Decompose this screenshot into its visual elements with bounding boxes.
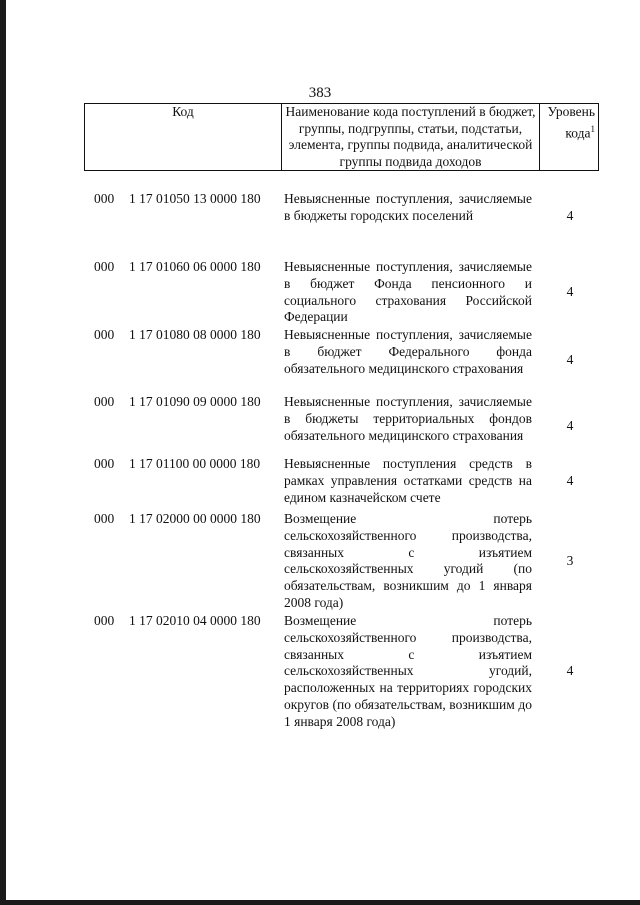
row-code: 1 17 01090 09 0000 180 [129, 394, 261, 409]
page-number: 383 [308, 85, 332, 101]
scan-bottom-border [0, 900, 640, 905]
row-admin-code: 000 [94, 456, 115, 471]
row-admin-code: 000 [94, 394, 115, 409]
row-name: Невыясненные поступления, зачисляемые в бюджет Фонда пенсионного и социального страхования Российской Федерации [284, 259, 532, 325]
row-level: 4 [566, 208, 574, 223]
row-level: 4 [566, 284, 574, 299]
row-admin-code: 000 [94, 327, 115, 342]
table-header [84, 103, 599, 171]
row-level: 4 [566, 473, 574, 488]
row-code: 1 17 01080 08 0000 180 [129, 327, 261, 342]
table-row [0, 511, 640, 613]
header-name: Наименование кода поступлений в бюджет, группы, подгруппы, статьи, подстатьи, элемента, группы подвида, аналитической группы подвида доходов [282, 104, 540, 171]
row-name: Невыясненные поступления, зачисляемые в бюджет Федерального фонда обязательного медицинского страхования [284, 327, 532, 376]
header-level-footnote: 1 [590, 123, 595, 134]
row-level: 4 [566, 663, 574, 678]
table-row [0, 191, 640, 259]
table-row [0, 613, 640, 733]
row-name: Невыясненные поступления, зачисляемые в бюджеты территориальных фондов обязательного медицинского страхования [284, 394, 532, 443]
row-code: 1 17 01100 00 0000 180 [129, 456, 261, 471]
table-row [0, 259, 640, 327]
row-admin-code: 000 [94, 191, 115, 206]
row-level: 3 [566, 553, 574, 568]
row-code: 1 17 01050 13 0000 180 [129, 191, 261, 206]
row-level: 4 [566, 418, 574, 433]
row-code: 1 17 02010 04 0000 180 [129, 613, 261, 628]
row-name: Возмещение потерь сельскохозяйственного производства, связанных с изъятием сельскохозяйственных угодий (по обязательствам, возникшим до 1 января 2008 года) [284, 511, 532, 610]
row-admin-code: 000 [94, 613, 115, 628]
row-code: 1 17 02000 00 0000 180 [129, 511, 261, 526]
row-code: 1 17 01060 06 0000 180 [129, 259, 261, 274]
revenue-rows [0, 191, 640, 733]
row-name: Невыясненные поступления, зачисляемые в бюджеты городских поселений [284, 191, 532, 223]
row-admin-code: 000 [94, 511, 115, 526]
row-admin-code: 000 [94, 259, 115, 274]
header-code: Код [85, 104, 282, 171]
header-level [540, 104, 599, 171]
table-row [0, 327, 640, 394]
table-row [0, 394, 640, 456]
row-name: Невыясненные поступления средств в рамках управления остатками средств на едином казначейском счете [284, 456, 532, 505]
table-row [0, 456, 640, 511]
header-level-label: Уровень кода [547, 104, 595, 140]
row-name: Возмещение потерь сельскохозяйственного производства, связанных с изъятием сельскохозяйственных угодий, расположенных на территориях городских округов (по обязательствам, возникшим до 1 января 2008 года) [284, 613, 532, 729]
row-level: 4 [566, 352, 574, 367]
